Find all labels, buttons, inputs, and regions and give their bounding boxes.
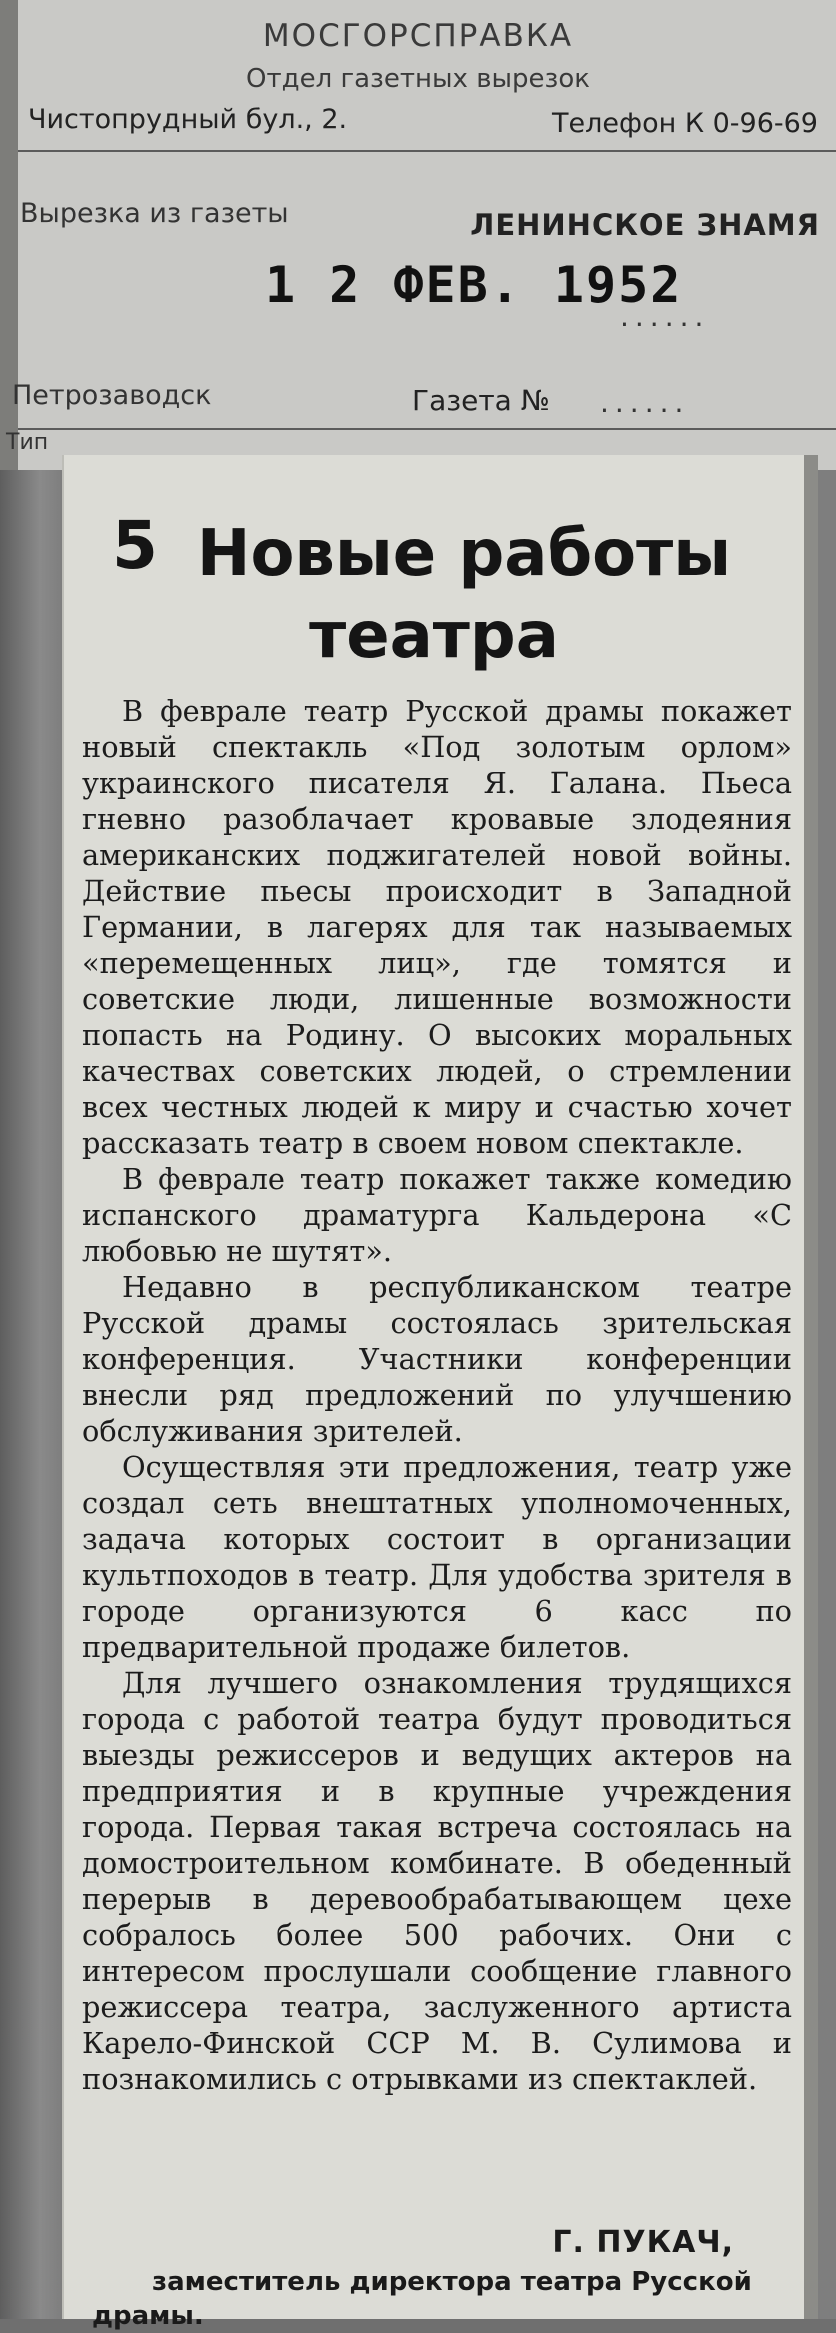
headline-line-1: Новые работы	[196, 517, 732, 591]
paragraph: В феврале театр Русской драмы покажет новый спектакль «Под золотым орлом» украинского писателя Я. Галана. Пьеса гневно разоблачает кровавые злодеяния американских поджигателей новой войны. Действие пьесы происходит в Западной Германии, в лагерях для так называемых «перемещенных лиц», где томятся и советские люди, лишенные возможности попасть на Родину. О высоких моральных качествах советских людей, о стремлении всех честных людей к миру и счастью хочет рассказать театр в своем новом спектакле.	[82, 694, 792, 1160]
clipping-shadow	[804, 455, 818, 2319]
bureau-department: Отдел газетных вырезок	[246, 64, 590, 94]
paragraph: Для лучшего ознакомления трудящихся города с работой театра будут проводиться выезды режиссеров и ведущих актеров на предприятия и в крупные учреждения города. Первая такая встреча состоялась на домостроительном комбинате. В обеденный перерыв в деревообрабатывающем цехе собралось более 500 рабочих. Они с интересом прослушали сообщение главного режиссера театра, заслуженного артиста Карело-Финской ССР М. В. Сулимова и познакомились с отрывками из спектаклей.	[82, 1666, 792, 2096]
headline-line-2: театра	[309, 599, 559, 673]
article-body	[82, 693, 792, 2097]
paragraph: В феврале театр покажет также комедию испанского драматурга Кальдерона «С любовью не шутят».	[82, 1162, 792, 1268]
divider-2	[18, 428, 836, 430]
dotted-line: ......	[620, 300, 710, 333]
tip-label: Тип	[6, 430, 49, 455]
author-name: Г. ПУКАЧ,	[552, 2225, 734, 2260]
dotted-line-2: ......	[600, 386, 690, 419]
clipping-bureau-slip	[0, 0, 836, 470]
bureau-address: Чистопрудный бул., 2.	[28, 104, 348, 135]
handwritten-mark: 5	[112, 507, 158, 584]
newspaper-clipping	[64, 455, 804, 2331]
gazeta-number-label: Газета №	[412, 384, 550, 417]
city-label: Петрозаводск	[12, 380, 212, 411]
bureau-phone: Телефон К 0-96-69	[552, 108, 818, 139]
newspaper-name: ЛЕНИНСКОЕ ЗНАМЯ	[470, 208, 820, 242]
bureau-name: МОСГОРСПРАВКА	[262, 18, 574, 54]
article-headline	[64, 513, 804, 677]
cut-label: Вырезка из газеты	[20, 198, 289, 229]
author-role: заместитель директора театра Русской драмы.	[92, 2267, 752, 2331]
date-stamp: 1 2 ФЕВ. 1952	[265, 256, 683, 314]
paragraph: Осуществляя эти предложения, театр уже создал сеть внештатных уполномоченных, задача которых состоит в организации культпоходов в театр. Для удобства зрителя в городе организуются 6 касс по предварительной продаже билетов.	[82, 1450, 792, 1664]
divider	[18, 150, 836, 152]
paragraph: Недавно в республиканском театре Русской драмы состоялась зрительская конференция. Участники конференции внесли ряд предложений по улучшению обслуживания зрителей.	[82, 1270, 792, 1448]
